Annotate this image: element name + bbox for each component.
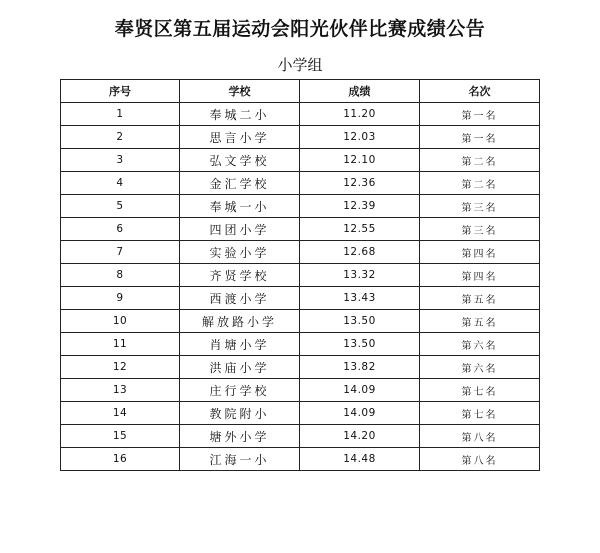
rank-label: 第四名 — [420, 241, 540, 264]
school-name: 奉城一小 — [180, 195, 300, 218]
score-value: 12.68 — [300, 241, 420, 264]
rank-label: 第八名 — [420, 448, 540, 471]
score-value: 11.20 — [300, 103, 420, 126]
school-name: 齐贤学校 — [180, 264, 300, 287]
score-value: 13.50 — [300, 333, 420, 356]
table-row — [61, 264, 540, 287]
score-value: 13.82 — [300, 356, 420, 379]
score-value: 13.43 — [300, 287, 420, 310]
table-row — [61, 310, 540, 333]
table-row — [61, 356, 540, 379]
table-row — [61, 218, 540, 241]
rank-label: 第一名 — [420, 103, 540, 126]
group-subtitle: 小学组 — [277, 56, 323, 74]
table-row — [61, 195, 540, 218]
table-row — [61, 287, 540, 310]
rank-label: 第二名 — [420, 149, 540, 172]
row-number: 8 — [61, 264, 180, 287]
table-row — [61, 126, 540, 149]
school-name: 庄行学校 — [180, 379, 300, 402]
row-number: 14 — [61, 402, 180, 425]
rank-label: 第六名 — [420, 356, 540, 379]
score-value: 14.20 — [300, 425, 420, 448]
table-row — [61, 402, 540, 425]
table-header-row — [61, 80, 540, 103]
score-value: 14.09 — [300, 379, 420, 402]
row-number: 4 — [61, 172, 180, 195]
table-row — [61, 333, 540, 356]
rank-label: 第三名 — [420, 195, 540, 218]
header-no: 序号 — [61, 80, 180, 103]
header-score: 成绩 — [300, 80, 420, 103]
table-row — [61, 103, 540, 126]
table-row — [61, 172, 540, 195]
rank-label: 第六名 — [420, 333, 540, 356]
row-number: 13 — [61, 379, 180, 402]
row-number: 2 — [61, 126, 180, 149]
row-number: 7 — [61, 241, 180, 264]
table-row — [61, 425, 540, 448]
row-number: 10 — [61, 310, 180, 333]
school-name: 肖塘小学 — [180, 333, 300, 356]
school-name: 奉城二小 — [180, 103, 300, 126]
score-value: 12.10 — [300, 149, 420, 172]
school-name: 教院附小 — [180, 402, 300, 425]
header-school: 学校 — [180, 80, 300, 103]
table-row — [61, 379, 540, 402]
rank-label: 第二名 — [420, 172, 540, 195]
school-name: 弘文学校 — [180, 149, 300, 172]
school-name: 洪庙小学 — [180, 356, 300, 379]
school-name: 金汇学校 — [180, 172, 300, 195]
school-name: 解放路小学 — [180, 310, 300, 333]
row-number: 1 — [61, 103, 180, 126]
row-number: 5 — [61, 195, 180, 218]
score-value: 13.32 — [300, 264, 420, 287]
rank-label: 第五名 — [420, 287, 540, 310]
school-name: 塘外小学 — [180, 425, 300, 448]
score-value: 13.50 — [300, 310, 420, 333]
score-value: 12.36 — [300, 172, 420, 195]
school-name: 四团小学 — [180, 218, 300, 241]
page-title: 奉贤区第五届运动会阳光伙伴比赛成绩公告 — [114, 18, 486, 40]
rank-label: 第一名 — [420, 126, 540, 149]
table-body — [61, 103, 540, 471]
row-number: 12 — [61, 356, 180, 379]
header-rank: 名次 — [420, 80, 540, 103]
score-value: 12.55 — [300, 218, 420, 241]
row-number: 3 — [61, 149, 180, 172]
score-value: 14.48 — [300, 448, 420, 471]
results-table — [60, 79, 540, 471]
rank-label: 第八名 — [420, 425, 540, 448]
row-number: 9 — [61, 287, 180, 310]
rank-label: 第七名 — [420, 379, 540, 402]
table-row — [61, 448, 540, 471]
rank-label: 第七名 — [420, 402, 540, 425]
rank-label: 第五名 — [420, 310, 540, 333]
score-value: 12.39 — [300, 195, 420, 218]
rank-label: 第四名 — [420, 264, 540, 287]
school-name: 江海一小 — [180, 448, 300, 471]
row-number: 16 — [61, 448, 180, 471]
score-value: 12.03 — [300, 126, 420, 149]
row-number: 11 — [61, 333, 180, 356]
table-row — [61, 149, 540, 172]
row-number: 6 — [61, 218, 180, 241]
rank-label: 第三名 — [420, 218, 540, 241]
score-value: 14.09 — [300, 402, 420, 425]
row-number: 15 — [61, 425, 180, 448]
school-name: 西渡小学 — [180, 287, 300, 310]
table-row — [61, 241, 540, 264]
school-name: 实验小学 — [180, 241, 300, 264]
school-name: 思言小学 — [180, 126, 300, 149]
